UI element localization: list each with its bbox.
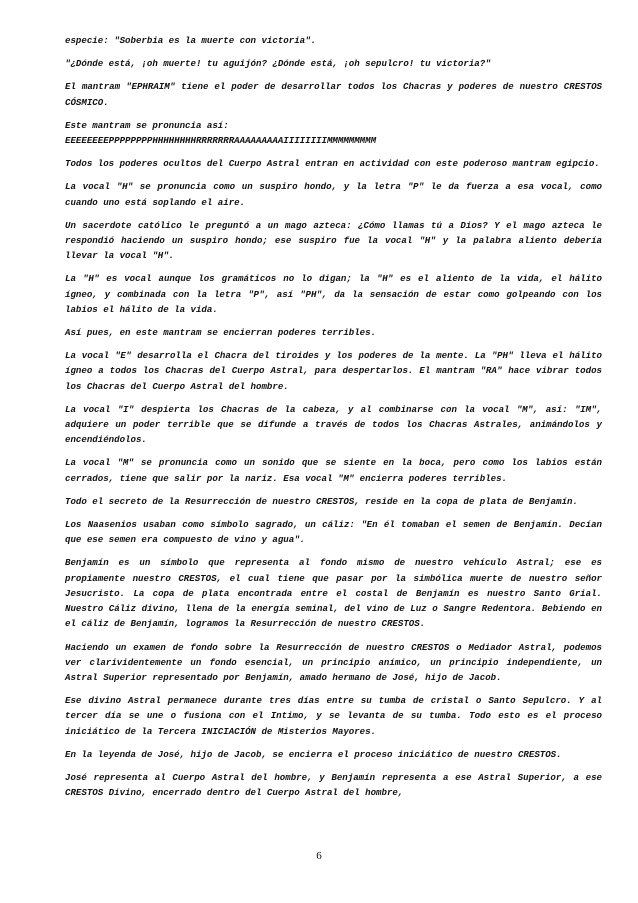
paragraph: El mantram "EPHRAIM" tiene el poder de desarrollar todos los Chacras y poderes de nuestro CRESTOS CÓSMICO. bbox=[65, 81, 602, 108]
paragraph: especie: "Soberbia es la muerte con victoria". bbox=[65, 35, 317, 46]
document-body bbox=[65, 33, 602, 808]
paragraph: Así pues, en este mantram se encierran poderes terribles. bbox=[65, 327, 377, 339]
paragraph: Un sacerdote católico le preguntó a un mago azteca: ¿Cómo llamas tú a Dios? Y el mago azteca le respondió haciendo un suspiro hondo; ese suspiro fue la vocal "H" y la palabra aliento debería llevar la vocal "H". bbox=[65, 219, 602, 262]
paragraph: José representa al Cuerpo Astral del hombre, y Benjamín representa a ese Astral Superior, a ese CRESTOS Divino, encerrado dentro del Cuerpo Astral del hombre, bbox=[65, 771, 602, 799]
paragraph: Todos los poderes ocultos del Cuerpo Astral entran en actividad con este poderoso mantram egipcio. bbox=[65, 158, 600, 170]
paragraph: Todo el secreto de la Resurrección de nuestro CRESTOS, reside en la copa de plata de Benjamín. bbox=[65, 495, 578, 507]
paragraph: Benjamín es un símbolo que representa al fondo mismo de nuestro vehículo Astral; ese es propiamente nuestro CRESTOS, el cual tiene que pasar por la simbólica muerte de nuestro señor Jesucristo. La copa de plata encontrada entre el costal de Benjamín es nuestro Santo Grial. Nuestro Cáliz divino, llena de la energía seminal, del vino de Luz o Sangre Redentora. Bebiendo en el cáliz de Benjamín, logramos la Resurrección de nuestro CRESTOS. bbox=[65, 557, 602, 630]
paragraph: La vocal "H" se pronuncia como un suspiro hondo, y la letra "P" le da fuerza a esa vocal, como cuando uno está soplando el aire. bbox=[65, 181, 602, 208]
paragraph: La vocal "E" desarrolla el Chacra del tiroides y los poderes de la mente. La "PH" lleva el hálito ígneo a todos los Chacras del Cuerpo Astral, para despertarlos. El mantram "RA" hace vibrar todos los Chacras del Cuerpo Astral del hombre. bbox=[65, 350, 602, 392]
paragraph: La vocal "M" se pronuncia como un sonido que se siente en la boca, pero como los labios están cerrados, tiene que salir por la nariz. Esa vocal "M" encierra poderes terribles. bbox=[65, 457, 602, 484]
paragraph: Los Naasenios usaban como símbolo sagrado, un cáliz: "En él tomaban el semen de Benjamín. Decían que ese semen era compuesto de vino y agua". bbox=[65, 519, 602, 546]
page-number: 6 bbox=[316, 850, 322, 862]
paragraph: La vocal "I" despierta los Chacras de la cabeza, y al combinarse con la vocal "M", así: "IM", adquiere un poder terrible que se difunde a través de todos los Chacras Astrales, animándolos y encendiéndolos. bbox=[65, 403, 602, 446]
paragraph: Este mantram se pronuncia así: EEEEEEEEPPPPPPPPHHHHHHHHRRRRRRRAAAAAAAAAIIIIIIIIMMMMMMMMM bbox=[65, 119, 377, 147]
paragraph: La "H" es vocal aunque los gramáticos no lo digan; la "H" es el aliento de la vida, el hálito ígneo, y combinada con la letra "P", así "PH", da la sensación de estar como golpeando con los labios el hálito de la vida. bbox=[65, 273, 602, 315]
paragraph: Ese divino Astral permanece durante tres días entre su tumba de cristal o Santo Sepulcro. Y al tercer día se une o fusiona con el Intimo, y se levanta de su tumba. Todo esto es el proceso iniciático de la Tercera INICIACIÓN de Misterios Mayores. bbox=[65, 695, 602, 737]
paragraph: Haciendo un examen de fondo sobre la Resurrección de nuestro CRESTOS o Mediador Astral, podemos ver clarividentemente un fondo esencial, un principio anímico, un principio independiente, un Astral Superior representado por Benjamín, amado hermano de José, hijo de Jacob. bbox=[65, 641, 602, 683]
paragraph: En la leyenda de José, hijo de Jacob, se encierra el proceso iniciático de nuestro CRESTOS. bbox=[65, 748, 562, 760]
paragraph: "¿Dónde está, ¡oh muerte! tu aguijón? ¿Dónde está, ¡oh sepulcro! tu victoria?" bbox=[65, 58, 491, 70]
